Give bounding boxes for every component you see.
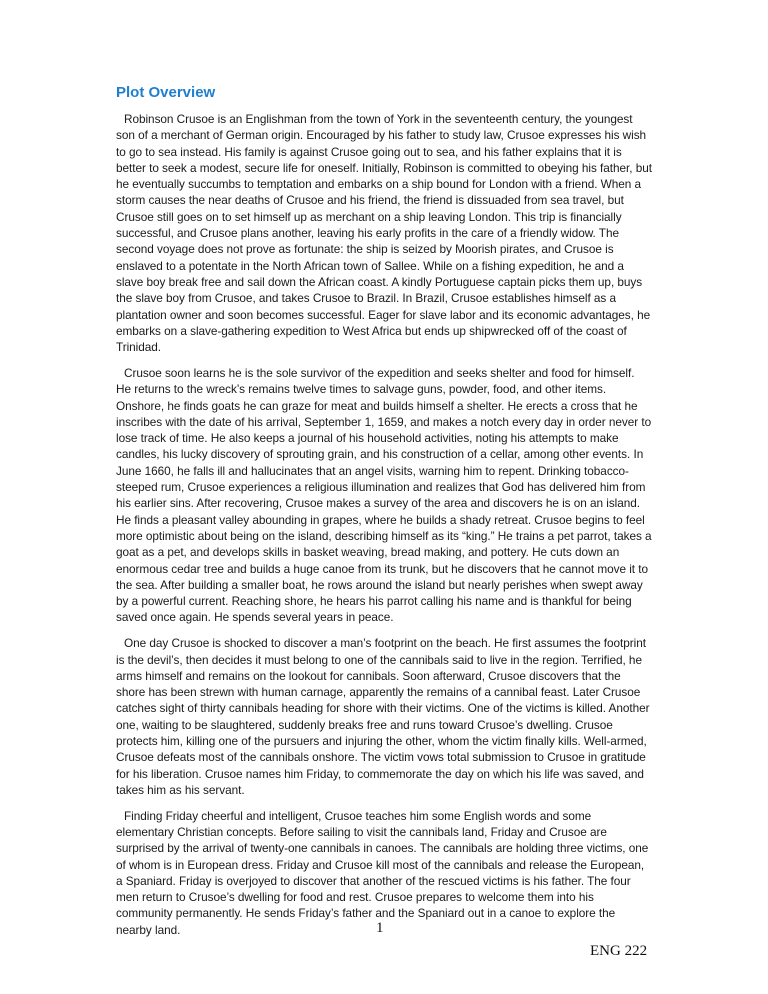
section-heading: Plot Overview (116, 84, 216, 101)
body-text (116, 111, 652, 948)
paragraph-4: Finding Friday cheerful and intelligent, Crusoe teaches him some English words and some elementary Christian concepts. Before sailing to visit the cannibals land, Friday and Crusoe are surprised by the arrival of twenty-one cannibals in canoes. The cannibals are holding three victims, one of whom is in European dress. Friday and Crusoe kill most of the cannibals and release the European, a Spaniard. Friday is overjoyed to discover that another of the rescued victims is his father. The four men return to Crusoe’s dwelling for food and rest. Crusoe prepares to welcome them into his community permanently. He sends Friday’s father and the Spaniard out in a canoe to explore the nearby land. (116, 808, 649, 937)
page-number: 1 (376, 920, 384, 936)
course-code: ENG 222 (590, 943, 648, 959)
paragraph-3: One day Crusoe is shocked to discover a man’s footprint on the beach. He first assumes the footprint is the devil’s, then decides it must belong to one of the cannibals said to live in the region. Terrified, he arms himself and remains on the lookout for cannibals. Soon afterward, Crusoe discovers that the shore has been strewn with human carnage, apparently the remains of a cannibal feast. Later Crusoe catches sight of thirty cannibals heading for shore with their victims. One of the victims is killed. Another one, waiting to be slaughtered, suddenly breaks free and runs toward Crusoe’s dwelling. Crusoe protects him, killing one of the pursuers and injuring the other, whom the victim finally kills. Well-armed, Crusoe defeats most of the cannibals onshore. The victim vows total submission to Crusoe in gratitude for his liberation. Crusoe names him Friday, to commemorate the day on which his life was saved, and takes him as his servant. (116, 636, 650, 797)
paragraph-1: Robinson Crusoe is an Englishman from the town of York in the seventeenth century, the youngest son of a merchant of German origin. Encouraged by his father to study law, Crusoe expresses his wish to go to sea instead. His family is against Crusoe going out to sea, and his father explains that it is better to seek a modest, secure life for oneself. Initially, Robinson is committed to obeying his father, but he eventually succumbs to temptation and embarks on a ship bound for London with a friend. When a storm causes the near deaths of Crusoe and his friend, the friend is dissuaded from sea travel, but Crusoe still goes on to set himself up as merchant on a ship leaving London. This trip is financially successful, and Crusoe plans another, leaving his early profits in the care of a friendly widow. The second voyage does not prove as fortunate: the ship is seized by Moorish pirates, and Crusoe is enslaved to a potentate in the North African town of Sallee. While on a fishing expedition, he and a slave boy break free and sail down the African coast. A kindly Portuguese captain picks them up, buys the slave boy from Crusoe, and takes Crusoe to Brazil. In Brazil, Crusoe establishes himself as a plantation owner and soon becomes successful. Eager for slave labor and its economic advantages, he embarks on a slave-gathering expedition to West Africa but ends up shipwrecked off of the coast of Trinidad. (116, 112, 652, 355)
paragraph-2: Crusoe soon learns he is the sole survivor of the expedition and seeks shelter and food for himself. He returns to the wreck’s remains twelve times to salvage guns, powder, food, and other items. Onshore, he finds goats he can graze for meat and builds himself a shelter. He erects a cross that he inscribes with the date of his arrival, September 1, 1659, and makes a notch every day in order never to lose track of time. He also keeps a journal of his household activities, noting his attempts to make candles, his lucky discovery of sprouting grain, and his construction of a cellar, among other events. In June 1660, he falls ill and hallucinates that an angel visits, warning him to repent. Drinking tobacco-steeped rum, Crusoe experiences a religious illumination and realizes that God has delivered him from his earlier sins. After recovering, Crusoe makes a survey of the area and discovers he is on an island. He finds a pleasant valley abounding in grapes, where he builds a shady retreat. Crusoe begins to feel more optimistic about being on the island, describing himself as its “king.” He trains a pet parrot, takes a goat as a pet, and develops skills in basket weaving, bread making, and pottery. He cuts down an enormous cedar tree and builds a huge canoe from its trunk, but he discovers that he cannot move it to the sea. After building a smaller boat, he rows around the island but nearly perishes when swept away by a powerful current. Reaching shore, he hears his parrot calling his name and is thankful for being saved once again. He spends several years in peace. (116, 365, 652, 625)
